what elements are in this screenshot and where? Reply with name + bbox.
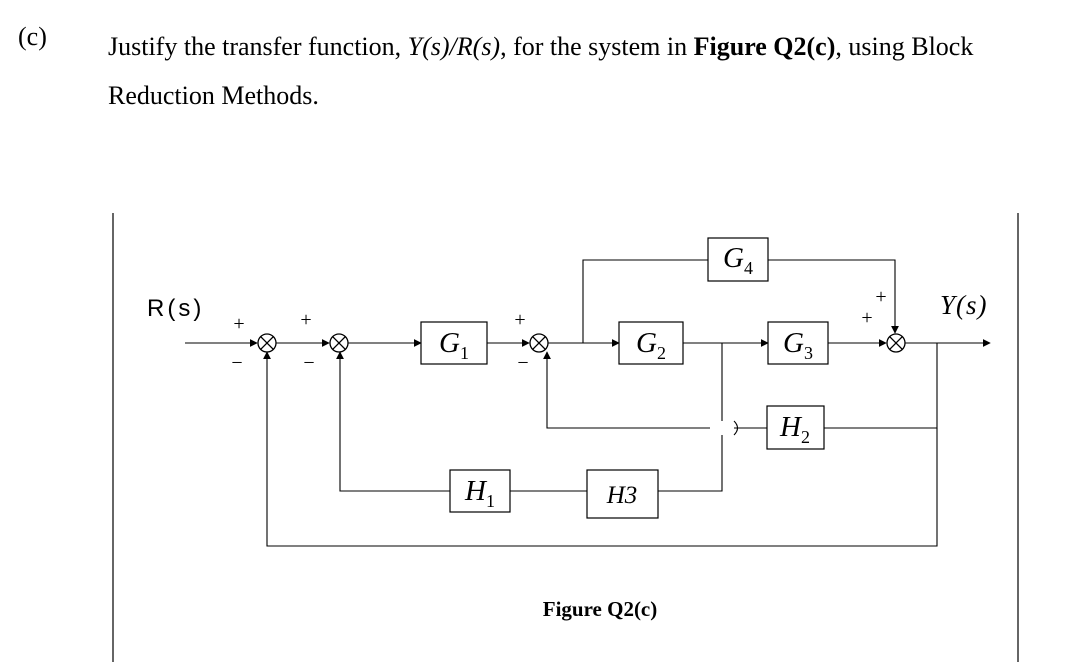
block-g2 [619,322,683,364]
svg-text:H2: $H_2$ [780,411,810,447]
transfer-function-expression: Y(s)/R(s) [407,32,501,61]
summing-junction-3 [530,334,548,352]
block-g1 [421,322,487,364]
h1-h3-loop-wires [340,343,722,491]
block-g3 [768,322,828,364]
question-label: (c) [18,22,47,51]
sj1-bottom-sign: − [231,352,243,374]
summing-junction-1 [258,334,276,352]
sj3-top-sign: + [514,309,526,331]
svg-text:H1: $H_1$ [465,475,495,511]
svg-text:G3: $G_3$ [783,327,813,363]
sj4-left-sign: + [861,307,873,329]
h2-loop-wires [547,343,937,435]
sj4-top-sign: + [875,286,887,308]
question-text-middle: , for the system in [500,32,694,61]
output-label: Y(s) [940,290,988,320]
block-h2 [767,406,824,449]
figure-reference: Figure Q2(c) [693,32,836,61]
sj3-bottom-sign: − [517,352,529,374]
block-h3 [587,470,658,518]
svg-text:G1: $G_1$ [439,327,469,363]
figure-caption: Figure Q2(c) [542,597,658,621]
question-text-before: Justify the transfer function, [108,32,408,61]
summing-junction-2 [330,334,348,352]
block-h1 [450,470,510,512]
block-g4 [708,238,768,281]
sj1-top-sign: + [233,313,245,335]
svg-text:H3: H3 [606,482,638,509]
input-label: R(s) [147,295,205,322]
svg-text:G2: $G_2$ [636,327,666,363]
question-text-after: , using Block Reduction Methods. [108,32,974,110]
svg-text:G4: $G_4$ [723,242,753,278]
summing-junction-4 [887,334,905,352]
sj2-top-sign: + [300,309,312,331]
sj2-bottom-sign: − [303,352,315,374]
